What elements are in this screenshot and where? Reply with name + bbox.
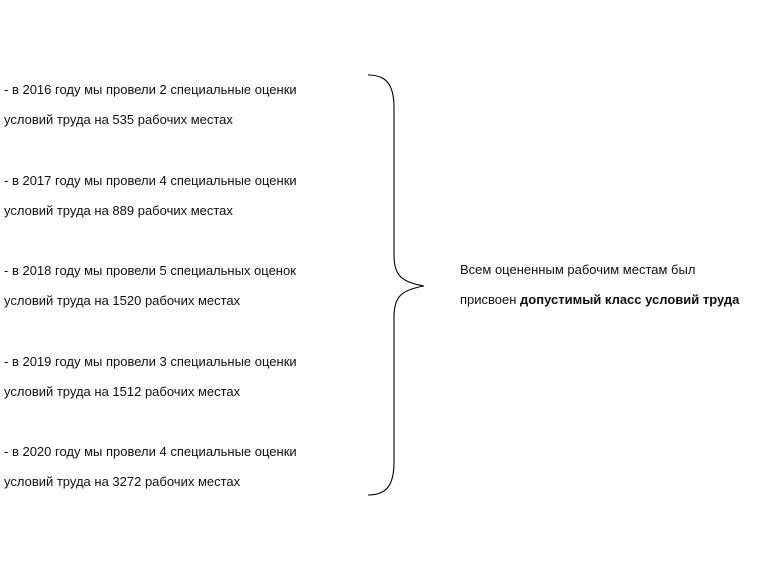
assessment-item-2018 xyxy=(4,256,354,315)
summary-line: Всем оцененным рабочим местам был xyxy=(460,262,696,277)
assessment-item-2020 xyxy=(4,437,354,496)
assessment-item-text: условий труда на 535 рабочих местах xyxy=(4,111,233,127)
assessment-item-text: условий труда на 889 рабочих местах xyxy=(4,202,233,218)
assessment-item-text: - в 2017 году мы провели 4 специальные оценки xyxy=(4,173,297,188)
assessment-item-text: - в 2020 году мы провели 4 специальные оценки xyxy=(4,444,297,459)
summary-bold-class: допустимый класс условий труда xyxy=(520,291,740,307)
summary-prefix: присвоен xyxy=(460,291,521,307)
assessment-item-text: - в 2019 году мы провели 3 специальные оценки xyxy=(4,354,297,369)
assessment-item-2016 xyxy=(4,75,354,134)
assessment-item-text: - в 2016 году мы провели 2 специальные оценки xyxy=(4,82,297,97)
summary-text xyxy=(460,255,770,314)
curly-brace xyxy=(366,70,426,500)
assessment-item-text: условий труда на 1520 рабочих местах xyxy=(4,292,241,308)
assessment-item-text: условий труда на 1512 рабочих местах xyxy=(4,383,241,399)
assessment-item-2017 xyxy=(4,166,354,225)
summary-line xyxy=(460,285,770,315)
assessment-item-text: - в 2018 году мы провели 5 специальных оценок xyxy=(4,263,296,278)
assessment-item-2019 xyxy=(4,347,354,406)
assessment-item-text: условий труда на 3272 рабочих местах xyxy=(4,473,241,489)
curly-brace-path xyxy=(368,75,424,495)
